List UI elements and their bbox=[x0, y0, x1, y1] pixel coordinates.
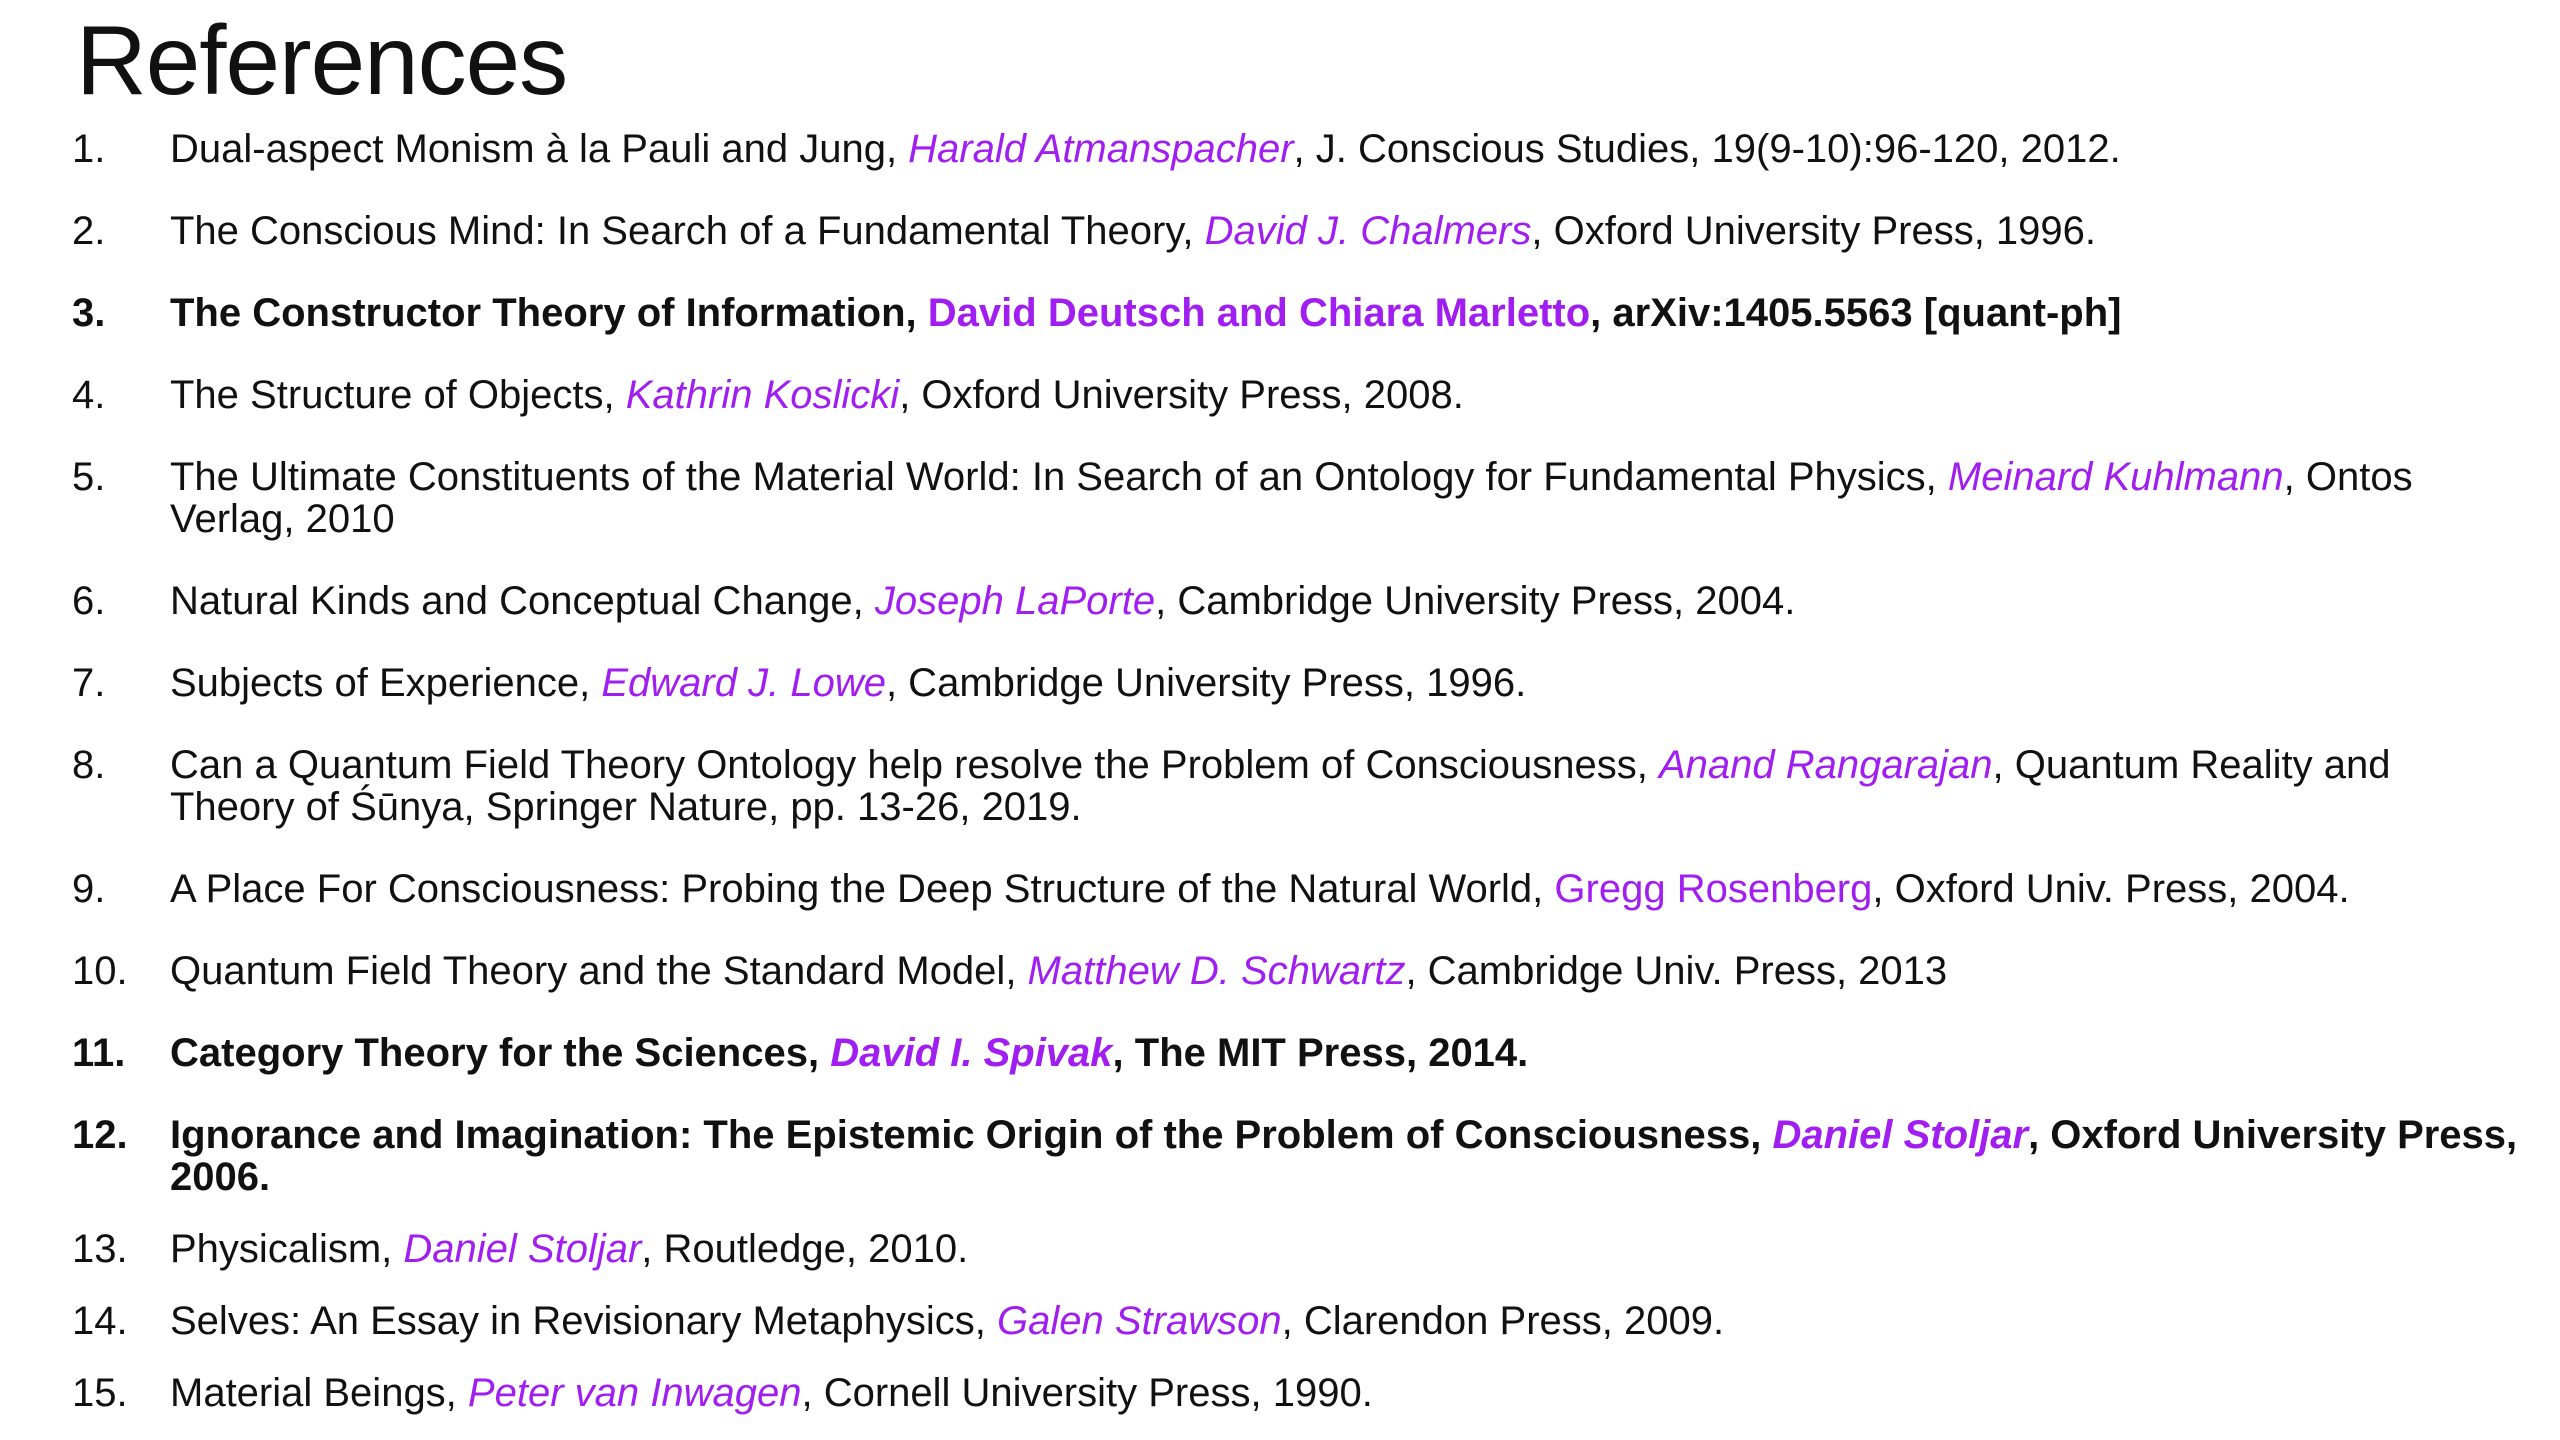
reference-author: Galen Strawson bbox=[997, 1299, 1282, 1343]
reference-author: David Deutsch and Chiara Marletto bbox=[927, 291, 1591, 335]
reference-title: Material Beings, bbox=[170, 1371, 468, 1415]
reference-author: Kathrin Koslicki bbox=[625, 373, 900, 417]
reference-text bbox=[170, 1228, 2532, 1270]
reference-text bbox=[170, 744, 2532, 828]
reference-text bbox=[170, 950, 2532, 992]
reference-number: 4. bbox=[72, 373, 106, 417]
reference-number: 10. bbox=[72, 949, 128, 993]
reference-number: 13. bbox=[72, 1227, 128, 1271]
reference-publication: , Oxford University Press, 2008. bbox=[899, 373, 1464, 417]
reference-text bbox=[170, 1032, 2532, 1074]
reference-text bbox=[170, 1114, 2532, 1198]
reference-title: Natural Kinds and Conceptual Change, bbox=[170, 579, 875, 623]
reference-item bbox=[72, 374, 2532, 416]
reference-title: Quantum Field Theory and the Standard Model, bbox=[170, 949, 1028, 993]
reference-item bbox=[72, 950, 2532, 992]
reference-publication: , Oxford Univ. Press, 2004. bbox=[1872, 867, 2350, 911]
reference-publication: , Routledge, 2010. bbox=[641, 1227, 969, 1271]
reference-title: Dual-aspect Monism à la Pauli and Jung, bbox=[170, 127, 909, 171]
reference-number: 15. bbox=[72, 1371, 128, 1415]
reference-publication: , The MIT Press, 2014. bbox=[1112, 1031, 1529, 1075]
reference-author: David I. Spivak bbox=[830, 1031, 1113, 1075]
reference-number: 1. bbox=[72, 127, 106, 171]
reference-publication: , Oxford University Press, 2006. bbox=[170, 1113, 2518, 1199]
reference-author: Anand Rangarajan bbox=[1658, 743, 1993, 787]
reference-publication: , Oxford University Press, 1996. bbox=[1531, 209, 2097, 253]
reference-text bbox=[170, 868, 2532, 910]
reference-item bbox=[72, 580, 2532, 622]
reference-number: 8. bbox=[72, 743, 106, 787]
reference-title: The Constructor Theory of Information, bbox=[170, 291, 928, 335]
reference-text bbox=[170, 580, 2532, 622]
reference-author: Harald Atmanspacher bbox=[908, 127, 1294, 171]
reference-text bbox=[170, 1300, 2532, 1342]
reference-item bbox=[72, 1032, 2532, 1074]
reference-number: 3. bbox=[72, 291, 106, 335]
reference-item bbox=[72, 456, 2532, 540]
reference-publication: , Cambridge University Press, 1996. bbox=[885, 661, 1527, 705]
reference-item bbox=[72, 1372, 2532, 1414]
reference-title: Ignorance and Imagination: The Epistemic Origin of the Problem of Consciousness, bbox=[170, 1113, 1773, 1157]
reference-publication: , Ontos Verlag, 2010 bbox=[170, 455, 2413, 541]
reference-list bbox=[72, 128, 2532, 1414]
reference-author: Gregg Rosenberg bbox=[1554, 867, 1873, 911]
reference-number: 14. bbox=[72, 1299, 128, 1343]
reference-item bbox=[72, 744, 2532, 828]
reference-author: David J. Chalmers bbox=[1204, 209, 1532, 253]
reference-item bbox=[72, 210, 2532, 252]
page-title: References bbox=[76, 5, 568, 115]
reference-publication: , Cambridge Univ. Press, 2013 bbox=[1405, 949, 1948, 993]
reference-item bbox=[72, 1228, 2532, 1270]
reference-number: 6. bbox=[72, 579, 106, 623]
reference-publication: , J. Conscious Studies, 19(9-10):96-120, 2012. bbox=[1293, 127, 2121, 171]
reference-author: Joseph LaPorte bbox=[874, 579, 1156, 623]
reference-item bbox=[72, 662, 2532, 704]
reference-item bbox=[72, 128, 2532, 170]
reference-publication: , Quantum Reality and Theory of Śūnya, Springer Nature, pp. 13-26, 2019. bbox=[170, 743, 2391, 829]
reference-author: Meinard Kuhlmann bbox=[1947, 455, 2284, 499]
reference-text bbox=[170, 292, 2532, 334]
reference-text bbox=[170, 456, 2532, 540]
reference-publication: , Cornell University Press, 1990. bbox=[801, 1371, 1373, 1415]
reference-text bbox=[170, 662, 2532, 704]
reference-item bbox=[72, 292, 2532, 334]
reference-number: 7. bbox=[72, 661, 106, 705]
reference-title: A Place For Consciousness: Probing the Deep Structure of the Natural World, bbox=[170, 867, 1555, 911]
reference-title: Category Theory for the Sciences, bbox=[170, 1031, 831, 1075]
reference-number: 12. bbox=[72, 1113, 128, 1157]
reference-title: The Ultimate Constituents of the Material World: In Search of an Ontology for Fundamental Physics, bbox=[170, 455, 1948, 499]
reference-item bbox=[72, 1300, 2532, 1342]
reference-text bbox=[170, 1372, 2532, 1414]
reference-title: Selves: An Essay in Revisionary Metaphysics, bbox=[170, 1299, 998, 1343]
reference-publication: , arXiv:1405.5563 [quant-ph] bbox=[1590, 291, 2122, 335]
reference-author: Peter van Inwagen bbox=[467, 1371, 802, 1415]
reference-text bbox=[170, 210, 2532, 252]
reference-item bbox=[72, 1114, 2532, 1198]
reference-title: Subjects of Experience, bbox=[170, 661, 602, 705]
reference-publication: , Clarendon Press, 2009. bbox=[1281, 1299, 1725, 1343]
reference-number: 2. bbox=[72, 209, 106, 253]
reference-text bbox=[170, 374, 2532, 416]
reference-author: Matthew D. Schwartz bbox=[1027, 949, 1406, 993]
reference-item bbox=[72, 868, 2532, 910]
reference-title: Physicalism, bbox=[170, 1227, 404, 1271]
reference-number: 9. bbox=[72, 867, 106, 911]
reference-number: 11. bbox=[72, 1031, 126, 1075]
reference-text bbox=[170, 128, 2532, 170]
reference-number: 5. bbox=[72, 455, 106, 499]
reference-title: The Conscious Mind: In Search of a Fundamental Theory, bbox=[170, 209, 1205, 253]
reference-publication: , Cambridge University Press, 2004. bbox=[1155, 579, 1796, 623]
reference-author: Daniel Stoljar bbox=[1772, 1113, 2029, 1157]
reference-title: Can a Quantum Field Theory Ontology help resolve the Problem of Consciousness, bbox=[170, 743, 1659, 787]
reference-author: Daniel Stoljar bbox=[403, 1227, 642, 1271]
reference-author: Edward J. Lowe bbox=[601, 661, 886, 705]
reference-title: The Structure of Objects, bbox=[170, 373, 626, 417]
